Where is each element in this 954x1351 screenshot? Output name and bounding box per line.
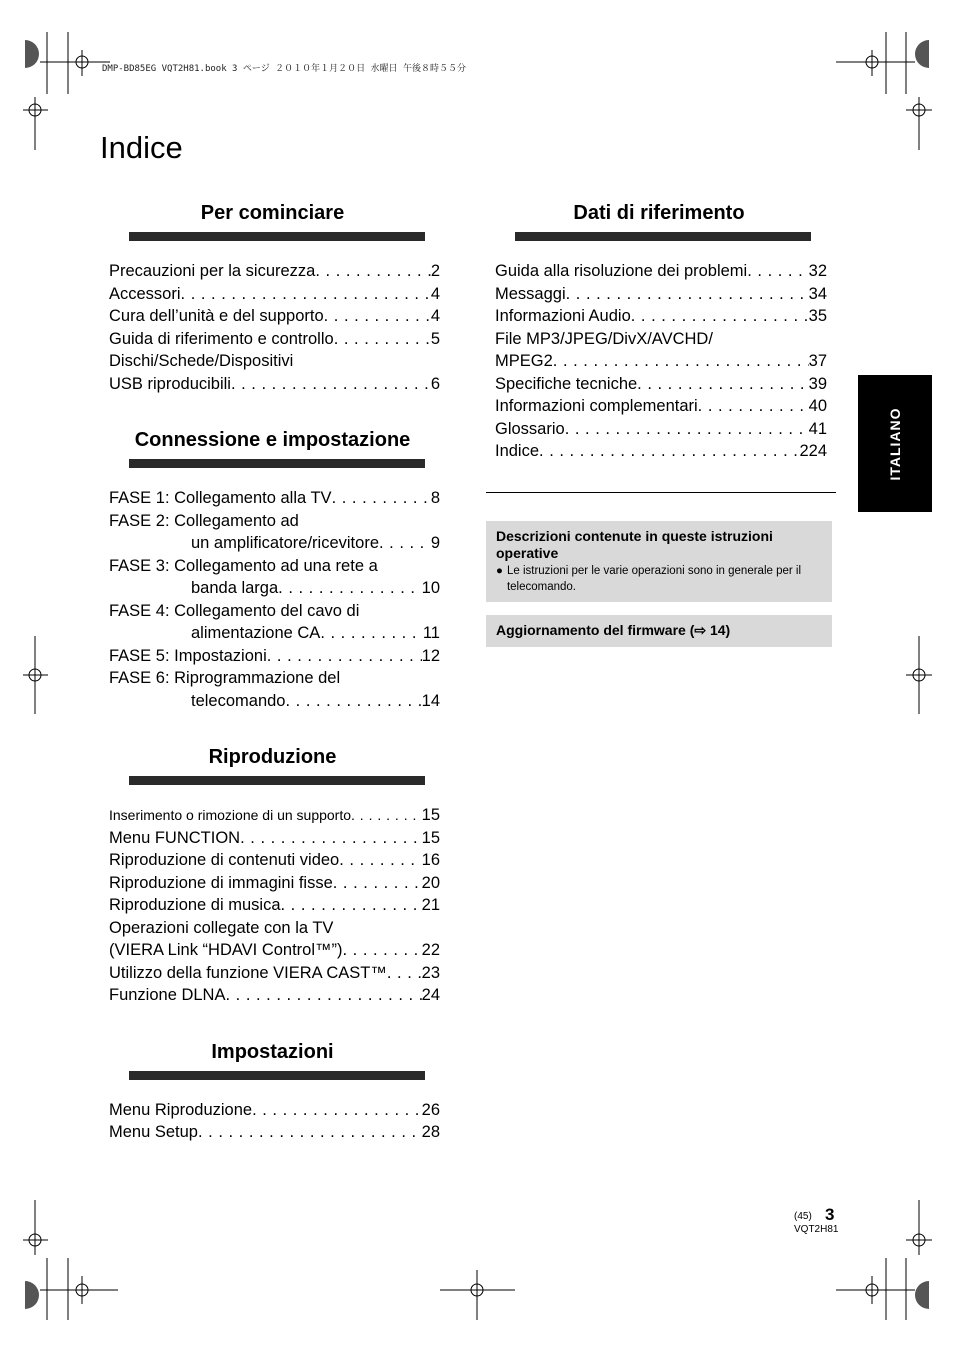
bullet-icon: ●	[496, 565, 503, 577]
toc-entry-multiline[interactable]: FASE 2: Collegamento ad un amplificatore/ricevitore . . . 9	[109, 510, 440, 555]
toc-entry[interactable]: Informazioni Audio . . . 35	[495, 305, 827, 328]
toc-entry[interactable]: FASE 1: Collegamento alla TV . . . 8	[109, 487, 440, 510]
toc-entry-line1: FASE 2: Collegamento ad	[109, 511, 299, 530]
info-box-title: Descrizioni contenute in queste istruzioni operative	[496, 528, 773, 561]
page-number: 3	[825, 1205, 835, 1224]
toc-entry[interactable]: Riproduzione di immagini fisse . . . 20	[109, 872, 440, 895]
footer-page-ref: (45)	[794, 1211, 812, 1222]
toc-entry[interactable]: Accessori . . . 4	[109, 283, 440, 306]
section-heading: Per cominciare	[200, 202, 345, 224]
language-tab-label: ITALIANO	[887, 406, 903, 481]
toc-entry[interactable]: Glossario . . . 41	[495, 418, 827, 441]
toc-entry[interactable]: Menu Riproduzione . . . 26	[109, 1099, 440, 1122]
info-box-bullet: ● Le istruzioni per le varie operazioni sono in generale per il telecomando.	[496, 565, 802, 593]
toc-entry-line1: File MP3/JPEG/DivX/AVCHD/	[495, 329, 713, 348]
firmware-update-link[interactable]: Aggiornamento del firmware (⇨ 14)	[496, 622, 731, 638]
toc-entry[interactable]: Guida di riferimento e controllo . . . 5	[109, 328, 440, 351]
toc-entry[interactable]: Riproduzione di contenuti video . . . 16	[109, 849, 440, 872]
toc-entry[interactable]: Messaggi . . . 34	[495, 283, 827, 306]
section-heading: Connessione e impostazione	[134, 429, 411, 451]
toc-entry[interactable]: Cura dell’unità e del supporto . . . 4	[109, 305, 440, 328]
toc-entry-multiline[interactable]: Operazioni collegate con la TV (VIERA Link “HDAVI Control™”) . . . 22	[109, 917, 440, 962]
model-code: VQT2H81	[794, 1224, 839, 1235]
toc-entry-multiline[interactable]: FASE 4: Collegamento del cavo di alimentazione CA . . . 11	[109, 600, 440, 645]
section-heading: Impostazioni	[211, 1040, 334, 1063]
toc-entry[interactable]: Menu Setup . . . 28	[109, 1121, 440, 1144]
toc-entry[interactable]: Riproduzione di musica . . . 21	[109, 894, 440, 917]
page-title: Indice	[100, 130, 183, 165]
toc-entry[interactable]: Utilizzo della funzione VIERA CAST™ . . . 23	[109, 962, 440, 985]
toc-entry-line1: Dischi/Schede/Dispositivi	[109, 352, 294, 370]
toc-entry[interactable]: Indice . . . 224	[495, 440, 827, 463]
toc-entry-line1: Operazioni collegate con la TV	[109, 918, 334, 937]
toc-entry[interactable]: Menu FUNCTION . . . 15	[109, 827, 440, 850]
toc-entry[interactable]: Inserimento o rimozione di un supporto . . . 15	[109, 804, 440, 827]
section-heading: Riproduzione	[208, 746, 337, 768]
section-heading: Dati di riferimento	[573, 202, 745, 224]
toc-entry-multiline[interactable]: FASE 6: Riprogrammazione del telecomando . . . 14	[109, 667, 440, 712]
toc-entry-line1: FASE 3: Collegamento ad una rete a	[109, 556, 378, 575]
toc-entry[interactable]: FASE 5: Impostazioni . . . 12	[109, 645, 440, 668]
toc-entry-line1: FASE 6: Riprogrammazione del	[109, 669, 341, 687]
toc-entry[interactable]: Informazioni complementari . . . 40	[495, 395, 827, 418]
toc-entry[interactable]: Specifiche tecniche . . . 39	[495, 373, 827, 396]
toc-entry-multiline[interactable]: FASE 3: Collegamento ad una rete a banda larga . . . 10	[109, 555, 440, 600]
toc-entry-multiline[interactable]: Dischi/Schede/Dispositivi USB riproducibili . . . 6	[109, 350, 440, 395]
toc-entry[interactable]: Guida alla risoluzione dei problemi . . . 32	[495, 260, 827, 283]
toc-entry-multiline[interactable]: File MP3/JPEG/DivX/AVCHD/ MPEG2 . . . 37	[495, 328, 827, 373]
toc-entry[interactable]: Precauzioni per la sicurezza . . . 2	[109, 260, 440, 283]
toc-entry-line1: FASE 4: Collegamento del cavo di	[109, 601, 360, 620]
toc-entry[interactable]: Funzione DLNA . . . 24	[109, 984, 440, 1007]
print-info-header: DMP-BD85EG VQT2H81.book 3 ページ ２０１０年１月２０日 水曜日 午後８時５５分	[102, 64, 466, 74]
